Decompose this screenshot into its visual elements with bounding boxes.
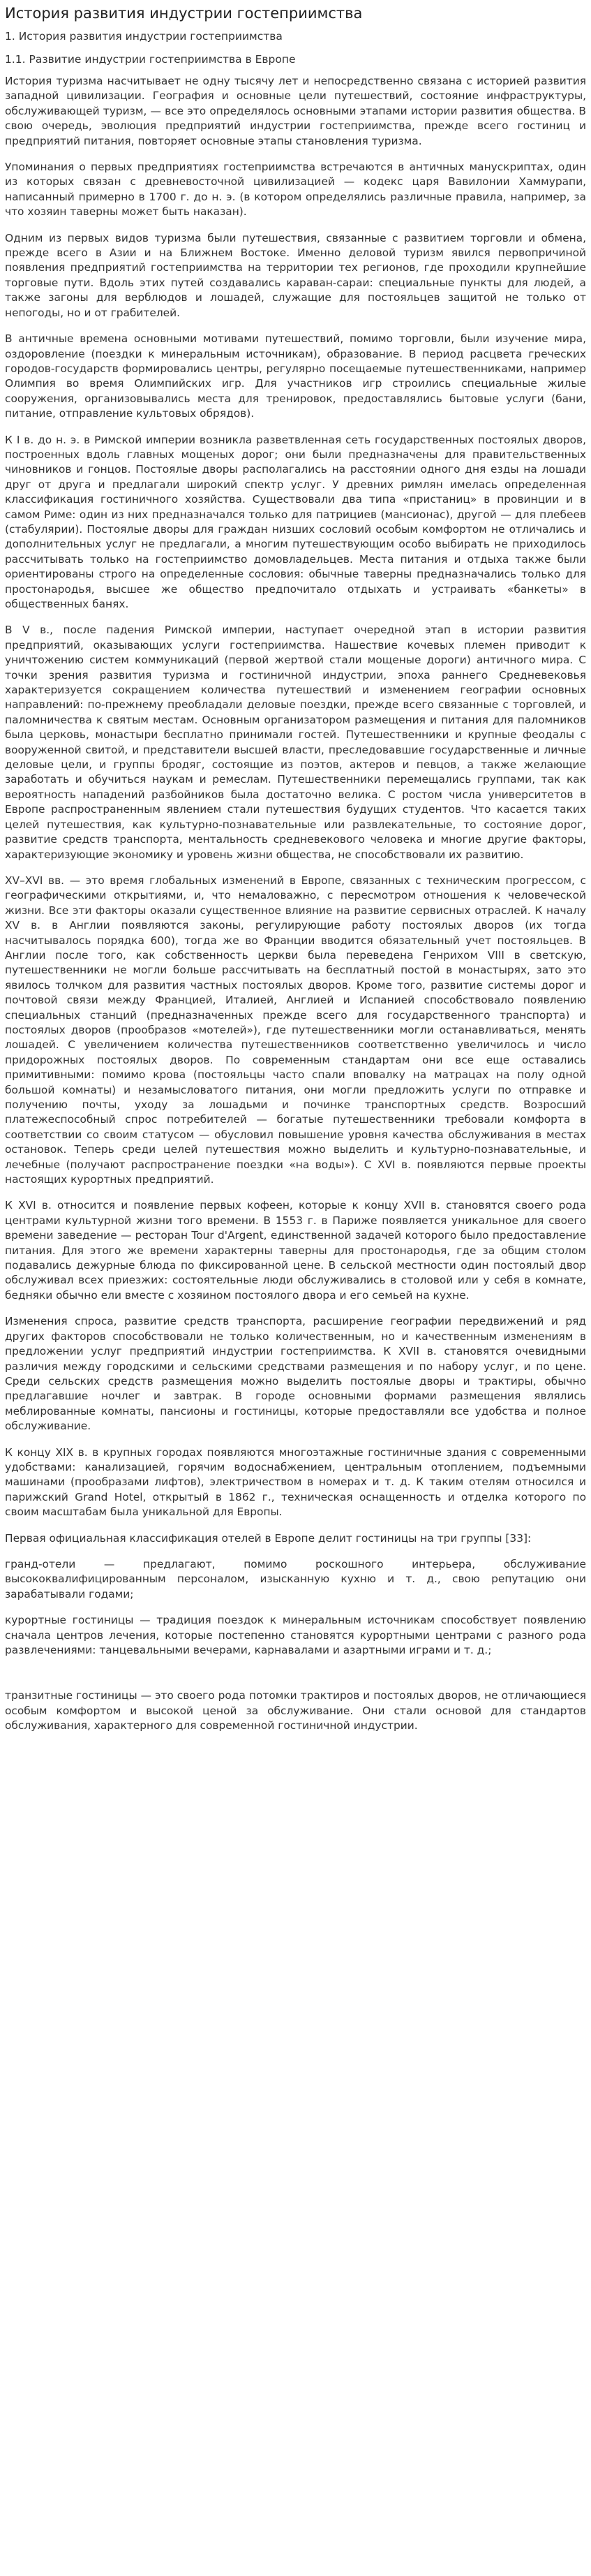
paragraph: К концу XIX в. в крупных городах появляются многоэтажные гостиничные здания с современными удобствами: канализацией, горячим водоснабжением, центральным отоплением, подъемными машинами (прообразами лифтов), электричеством в номерах и т. д. К таким отелям относился и парижский Grand Hotel, открытый в 1862 г., техническая оснащенность и отделка которого по своим масштабам была уникальной для Европы. xyxy=(5,1445,586,1519)
paragraph: Изменения спроса, развитие средств транспорта, расширение географии передвижений и ряд других факторов способствовали не только количественным, но и качественным изменениям в предложении услуг предприятий индустрии гостеприимства. К XVII в. становятся очевидными различия между городскими и сельскими средствами размещения и по набору услуг, и по цене. Среди сельских средств размещения можно выделить постоялые дворы и трактиры, обычно предлагавшие ночлег и завтрак. В городе основными формами размещения являлись меблированные комнаты, пансионы и гостиницы, которые предоставляли все удобства и полное обслуживание. xyxy=(5,1315,586,1433)
paragraph: XV–XVI вв. — это время глобальных изменений в Европе, связанных с техническим прогрессом, с географическими открытиями, и, что немаловажно, с пересмотром отношения к человеческой жизни. Все эти факторы оказали существенное влияние на развитие сервисных отраслей. К началу XV в. в Англии появляются законы, регулирующие работу постоялых дворов (их тогда насчитывалось порядка 600), тогда же во Франции вводится обязательный учет постояльцев. В Англии после того, как собственность церкви была переведена Генрихом VIII в светскую, путешественники не могли больше рассчитывать на бесплатный постой в монастырях, зато это явилось толчком для развития частных постоялых дворов. Кроме того, развитие системы дорог и почтовой связи между Францией, Италией, Англией и Испанией способствовало появлению специальных станций (предназначенных прежде всего для государственного транспорта) и постоялых дворов (прообразов «мотелей»), где путешественники могли останавливаться, менять лошадей. С увеличением количества путешественников соответственно увеличилось и число придорожных постоялых дворов. По современным стандартам они все еще оставались примитивными: помимо крова (постояльцы часто спали вповалку на матрацах на полу одной большой комнаты) и незамысловатого питания, они могли предложить услуги по отправке и получению почты, уходу за лошадьми и починке транспортных средств. Возросший платежеспособный спрос потребителей — богатые путешественники требовали комфорта в соответствии со своим статусом — обусловил повышение уровня качества обслуживания в местах остановок. Теперь среди целей путешествия можно выделить и культурно-познавательные, и лечебные (получают распространение поездки «на воды»). С XVI в. появляются первые проекты настоящих курортных предприятий. xyxy=(5,874,586,1186)
section-heading: 1. История развития индустрии гостеприимства xyxy=(5,30,283,43)
paragraph: История туризма насчитывает не одну тысячу лет и непосредственно связана с историей развития западной цивилизации. География и основные цели путешествий, состояние инфраструктуры, обслуживающей туризм, — все это определялось основными этапами истории развития общества. В свою очередь, эволюция предприятий индустрии гостеприимства, прежде всего гостиниц и предприятий питания, повторяет основные этапы становления туризма. xyxy=(5,75,586,147)
paragraph: Одним из первых видов туризма были путешествия, связанные с развитием торговли и обмена, прежде всего в Азии и на Ближнем Востоке. Именно деловой туризм явился первопричиной появления предприятий гостеприимства на территории тех регионов, где проходили крупнейшие торговые пути. Вдоль этих путей создавались караван-сараи: специальные пункты для людей, а также загоны для верблюдов и лошадей, служащие для постояльцев защитой не только от непогоды, но и от грабителей. xyxy=(5,231,586,319)
list-item-grand-hotels: гранд-отели — предлагают, помимо роскошного интерьера, обслуживание высококвалифицированным персоналом, изысканную кухню и т. д., свою репутацию они зарабатывали годами; xyxy=(5,1557,586,1600)
paragraph: В V в., после падения Римской империи, наступает очередной этап в истории развития предприятий, оказывающих услуги гостеприимства. Нашествие кочевых племен приводит к уничтожению систем коммуникаций (первой жертвой стали мощеные дороги) античного мира. С точки зрения развития туризма и гостиничной индустрии, эпоха раннего Средневековья характеризуется сокращением количества путешествий и изменением географии основных направлений: по-прежнему преобладали деловые поездки, прежде всего связанные с торговлей, и паломничества к святым местам. Основным организатором размещения и питания для паломников была церковь, монастыри бесплатно принимали гостей. Путешественники и крупные феодалы с вооруженной свитой, и представители высшей власти, преследовавшие государственные и личные деловые цели, и группы бродяг, состоящие из поэтов, актеров и певцов, а также желающие заработать и обучиться наукам и ремеслам. Путешественники перемещались группами, так как вероятность нападений разбойников была достаточно велика. С ростом числа университетов в Европе распространенным явлением стали путешествия будущих студентов. Что касается таких целей путешествия, как культурно-познавательные или развлекательные, то состояние дорог, развитие средств транспорта, ментальность средневекового человека и многие другие факторы, характеризующие экономику и уровень жизни общества, не способствовали их развитию. xyxy=(5,624,586,861)
paragraph: К I в. до н. э. в Римской империи возникла разветвленная сеть государственных постоялых дворов, построенных вдоль главных мощеных дорог; они были предназначены для правительственных чиновников и гонцов. Постоялые дворы располагались на расстоянии одного дня езды на лошади друг от друга и предлагали широкий спектр услуг. У древних римлян имелась определенная классификация гостиничного хозяйства. Существовали два типа «пристаниц» в провинции и в самом Риме: один из них предназначался только для патрициев (мансионас), другой — для плебеев (стабулярии). Постоялые дворы для граждан низших сословий особым комфортом не отличались и дополнительных услуг не предлагали, а многим путешествующим особо выбирать не приходилось рассчитывать только на гостеприимство домовладельцев. Места питания и отдыха также были ориентированы строго на определенные сословия: обычные таверны предназначались только для простонародья, высшее же общество предпочитало отдыхать и устраивать «банкеты» в общественных банях. xyxy=(5,433,586,610)
paragraph: Упоминания о первых предприятиях гостеприимства встречаются в античных манускриптах, один из которых связан с древневосточной цивилизацией — кодекс царя Вавилонии Хаммурапи, написанный примерно в 1700 г. до н. э. (в котором определялись различные правила, например, за что хозяин таверны может быть наказан). xyxy=(5,161,586,219)
page-title: История развития индустрии гостеприимства xyxy=(5,5,363,22)
paragraph: В античные времена основными мотивами путешествий, помимо торговли, были изучение мира, оздоровление (поездки к минеральным источникам), образование. В период расцвета греческих городов-государств формировались центры, регулярно посещаемые путешественниками, например Олимпия во время Олимпийских игр. Для участников игр строились специальные жилые сооружения, организовывались места для тренировок, предоставлялись бытовые услуги (бани, питание, отправление культовых обрядов). xyxy=(5,332,586,420)
subsection-heading: 1.1. Развитие индустрии гостеприимства в Европе xyxy=(5,53,296,66)
classification-intro: Первая официальная классификация отелей в Европе делит гостиницы на три группы [33]: xyxy=(5,1531,532,1545)
list-item-resort-hotels: курортные гостиницы — традиция поездок к минеральным источникам способствует появлению сначала центров лечения, которые постепенно становятся курортными центрами с разного рода развлечениями: танцевальными вечерами, карнавалами и азартными играми и т. д.; xyxy=(5,1614,586,1656)
paragraph: К XVI в. относится и появление первых кофеен, которые к концу XVII в. становятся своего рода центрами культурной жизни того времени. В 1553 г. в Париже появляется уникальное для своего времени заведение — ресторан Tour d'Argent, единственной задачей которого было предоставление питания. Для этого же времени характерны таверны для простонародья, где за общим столом подавались дежурные блюда по фиксированной цене. В сельской местности один постоялый двор обслуживал всех приезжих: состоятельные люди обслуживались в столовой или у себя в комнате, бедняки обычно ели вместе с хозяином постоялого двора и его семьей на кухне. xyxy=(5,1199,586,1302)
list-item-transit-hotels: транзитные гостиницы — это своего рода потомки трактиров и постоялых дворов, не отличающиеся особым комфортом и высокой ценой за обслуживание. Они стали основой для стандартов обслуживания, характерного для современной гостиничной индустрии. xyxy=(5,1689,586,1732)
